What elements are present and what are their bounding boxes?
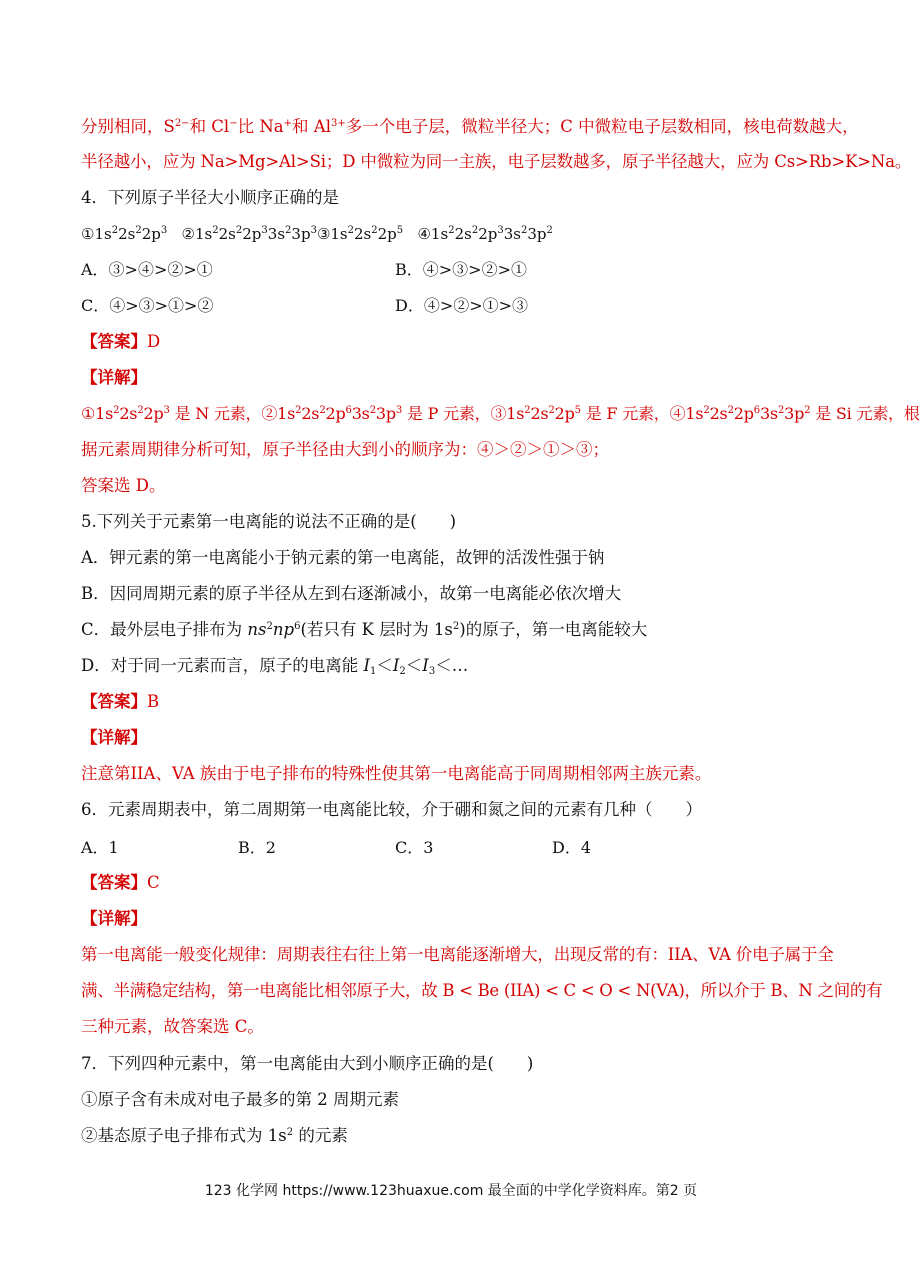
q6-option-b: B．2 [238, 838, 276, 857]
q4-answer: 【答案】D [81, 332, 161, 351]
q4-option-d: D．④>②>①>③ [395, 296, 529, 315]
explanation-line-1: 分别相同，$S^{2-}$和 Cl−比 Na+和 $Al^{3+}$多一个电子层，微粒半径大；C 中微粒电子层数相同，核电荷数越大， [81, 117, 859, 136]
q4-stem: 4．下列原子半径大小顺序正确的是 [81, 188, 339, 207]
q6-stem: 6．元素周期表中，第二周期第一电离能比较，介于硼和氮之间的元素有几种（ ） [81, 800, 702, 819]
explanation-line-2: 半径越小，应为 Na>Mg>Al>Si；D 中微粒为同一主族，电子层数越多，原子半径越大，应为 Cs>Rb>K>Na。 [81, 152, 912, 171]
q6-option-c: C．3 [395, 838, 434, 857]
q6-detail-line-3: 三种元素，故答案选 C。 [81, 1017, 264, 1036]
q5-option-d: D．对于同一元素而言，原子的电离能 $I_1<I_2<I_3<\dots$ [81, 656, 469, 677]
q7-stem: 7．下列四种元素中，第一电离能由大到小顺序正确的是( ) [81, 1054, 534, 1073]
q6-answer: 【答案】C [81, 873, 160, 892]
page-footer: 123 化学网 https://www.123huaxue.com 最全面的中学化学资料库。第2 页 [204, 1183, 698, 1199]
q4-configs: $①1s^22s^22p^3$ $②1s^22s^22p^33s^23p^3③1s^22s^22p^5$ $④1s^22s^22p^33s^23p^2$ [81, 225, 553, 243]
q4-option-a: A．③>④>②>① [81, 260, 213, 279]
q5-option-a: A．钾元素的第一电离能小于钠元素的第一电离能，故钾的活泼性强于钠 [81, 548, 605, 567]
q5-detail: 注意第IIA、VA 族由于电子排布的特殊性使其第一电离能高于同周期相邻两主族元素。 [81, 764, 712, 783]
q4-option-b: B．④>③>②>① [395, 260, 527, 279]
q6-detail-line-2: 满、半满稳定结构，第一电离能比相邻原子大，故 B < Be (IIA) < C < O < N(VA)，所以介于 B、N 之间的有 [81, 981, 883, 1000]
q4-option-c: C．④>③>①>② [81, 296, 214, 315]
q6-option-a: A．1 [81, 838, 119, 857]
q7-item-2: ②基态原子电子排布式为 $1s^2$ 的元素 [81, 1126, 348, 1145]
q7-item-1: ①原子含有未成对电子最多的第 2 周期元素 [81, 1090, 399, 1109]
q4-detail-line-2: 据元素周期律分析可知，原子半径由大到小的顺序为：④＞②＞①＞③； [81, 440, 609, 459]
q6-option-d: D．4 [552, 838, 592, 857]
q5-stem: 5.下列关于元素第一电离能的说法不正确的是( ) [81, 512, 457, 531]
q6-detail-line-1: 第一电离能一般变化规律：周期表往右往上第一电离能逐渐增大，出现反常的有：IIA、VA 价电子属于全 [81, 945, 834, 964]
q4-detail-line-1: $①1s^22s^22p^3$ 是 N 元素，$②1s^22s^22p^63s^23p^3$ 是 P 元素，$③1s^22s^22p^5$ 是 F 元素，$④1s^22s^22p^63s^23p^2$ 是 Si 元素，根 [81, 404, 920, 423]
q5-detail-tag: 【详解】 [81, 728, 147, 747]
q4-detail-tag: 【详解】 [81, 368, 147, 387]
q5-option-c: C．最外层电子排布为 $ns^2np^6$(若只有 K 层时为 $1s^2$)的原子，第一电离能较大 [81, 620, 648, 639]
q5-answer: 【答案】B [81, 692, 160, 711]
q6-detail-tag: 【详解】 [81, 909, 147, 928]
q4-detail-line-3: 答案选 D。 [81, 476, 166, 495]
q5-option-b: B．因同周期元素的原子半径从左到右逐渐减小，故第一电离能必依次增大 [81, 584, 622, 603]
